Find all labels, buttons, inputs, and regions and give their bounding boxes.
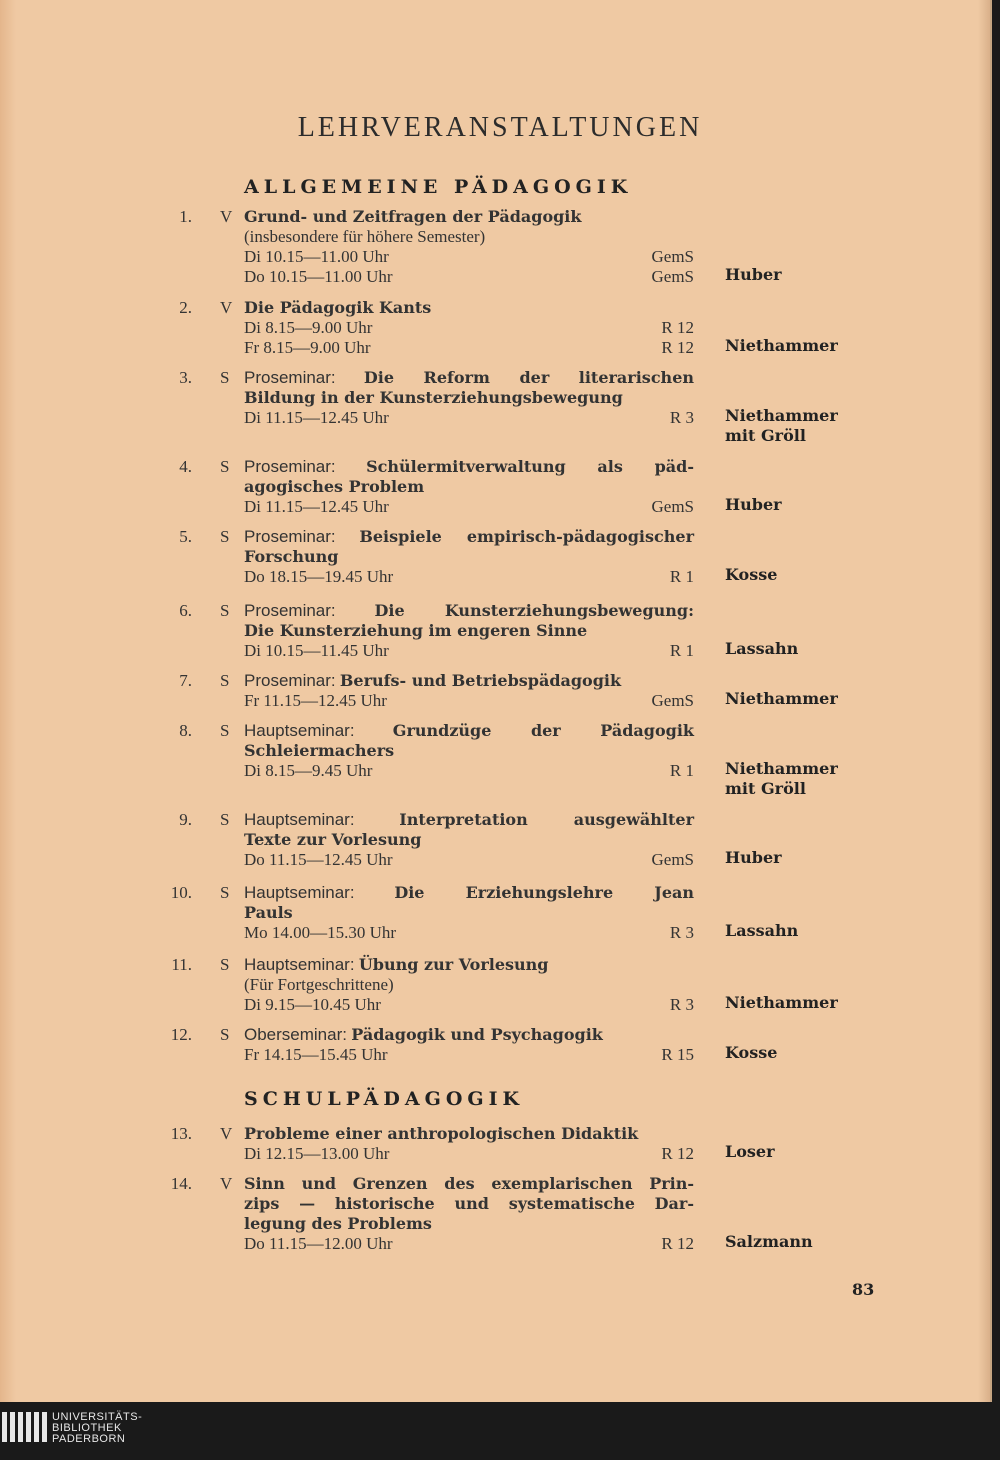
course-type: S — [220, 810, 230, 829]
course-title-line — [244, 547, 694, 567]
course-title-line — [244, 621, 694, 641]
lecturer-name: mit Gröll — [725, 426, 806, 445]
course-kind: Proseminar: — [244, 368, 336, 387]
course-type: V — [220, 207, 233, 226]
course-kind: Proseminar: — [244, 671, 336, 690]
course-body — [244, 955, 694, 1015]
course-schedule — [244, 318, 694, 338]
course-room: GemS — [651, 267, 694, 286]
course-time: Fr 14.15—15.45 Uhr — [244, 1045, 388, 1064]
course-number: 2. — [179, 298, 192, 317]
course-title-text: Grund- und Zeitfragen der Pädagogik — [244, 207, 582, 226]
course-title-text: Forschung — [244, 547, 339, 566]
course-schedule — [244, 995, 694, 1015]
course-lecturer — [725, 1142, 875, 1162]
course-title-text: Probleme einer anthropologischen Didaktik — [244, 1124, 639, 1143]
lecturer-name: Huber — [725, 265, 782, 284]
course-kind: Hauptseminar: — [244, 721, 355, 740]
course-schedule — [244, 850, 694, 870]
course-body — [244, 883, 694, 943]
course-body — [244, 721, 694, 781]
course-number: 7. — [179, 671, 192, 690]
course-body — [244, 368, 694, 428]
course-body — [244, 601, 694, 661]
course-title-text: Die Erziehungslehre Jean — [394, 883, 694, 902]
course-time: Fr 8.15—9.00 Uhr — [244, 338, 371, 357]
lecturer-name: Huber — [725, 495, 782, 514]
lecturer-name: Lassahn — [725, 639, 799, 658]
course-body — [244, 671, 694, 711]
course-title-line — [244, 1194, 694, 1214]
course-title-text: Übung zur Vorlesung — [358, 955, 549, 974]
course-time: Fr 11.15—12.45 Uhr — [244, 691, 387, 710]
course-room: GemS — [651, 247, 694, 266]
course-schedule — [244, 338, 694, 358]
course-lecturer — [725, 265, 875, 285]
course-schedule — [244, 691, 694, 711]
lecturer-name: Niethammer — [725, 406, 838, 425]
course-lecturer — [725, 1232, 875, 1252]
course-body — [244, 298, 694, 358]
course-room: GemS — [651, 691, 694, 710]
lecturer-name: Salzmann — [725, 1232, 813, 1251]
lecturer-name: Niethammer — [725, 993, 838, 1012]
course-schedule — [244, 923, 694, 943]
course-type: S — [220, 721, 230, 740]
course-time: Di 8.15—9.45 Uhr — [244, 761, 373, 780]
course-title-text: Schülermitverwaltung als päd- — [366, 457, 694, 476]
course-body — [244, 810, 694, 870]
course-title-line — [244, 955, 694, 975]
library-logo-text — [52, 1412, 142, 1445]
course-lecturer — [725, 993, 875, 1013]
page-edge-shadow — [978, 0, 990, 1402]
course-schedule — [244, 1045, 694, 1065]
course-title-line — [244, 601, 694, 621]
course-room: R 3 — [669, 923, 694, 942]
course-title-text: legung des Problems — [244, 1214, 432, 1233]
course-room: R 1 — [669, 761, 694, 780]
course-kind: Hauptseminar: — [244, 883, 355, 902]
course-room: R 12 — [661, 1234, 694, 1253]
course-time: Di 11.15—12.45 Uhr — [244, 497, 389, 516]
course-lecturer — [725, 406, 875, 446]
course-time: Di 12.15—13.00 Uhr — [244, 1144, 390, 1163]
course-title-text: Bildung in der Kunsterziehungsbewegung — [244, 388, 623, 407]
course-title-text: Die Reform der literarischen — [363, 368, 694, 387]
lecturer-name: Huber — [725, 848, 782, 867]
course-number: 14. — [170, 1174, 192, 1193]
course-lecturer — [725, 848, 875, 868]
course-number: 12. — [170, 1025, 192, 1044]
course-number: 13. — [170, 1124, 192, 1143]
course-body — [244, 457, 694, 517]
course-body — [244, 1124, 694, 1164]
lecturer-name: Niethammer — [725, 336, 838, 355]
course-body — [244, 1174, 694, 1254]
course-type: V — [220, 1124, 233, 1143]
course-time: Do 11.15—12.45 Uhr — [244, 850, 393, 869]
course-time: Di 9.15—10.45 Uhr — [244, 995, 381, 1014]
course-title-line — [244, 883, 694, 903]
course-time: Do 11.15—12.00 Uhr — [244, 1234, 393, 1253]
course-body — [244, 207, 694, 287]
course-room: R 3 — [669, 408, 694, 427]
lecturer-name: Kosse — [725, 1043, 778, 1062]
course-lecturer — [725, 921, 875, 941]
course-number: 11. — [171, 955, 192, 974]
course-lecturer — [725, 689, 875, 709]
course-title-line — [244, 477, 694, 497]
course-room: R 15 — [661, 1045, 694, 1064]
course-title-line — [244, 810, 694, 830]
course-schedule — [244, 247, 694, 267]
course-title-text: Berufs- und Betriebspädagogik — [339, 671, 622, 690]
course-number: 1. — [179, 207, 192, 226]
course-room: R 3 — [669, 995, 694, 1014]
course-schedule — [244, 761, 694, 781]
course-number: 5. — [179, 527, 192, 546]
course-time: Di 11.15—12.45 Uhr — [244, 408, 389, 427]
course-title-text: Die Kunsterziehungsbewegung: — [374, 601, 694, 620]
course-title-text: Pädagogik und Psychagogik — [351, 1025, 603, 1044]
course-lecturer — [725, 639, 875, 659]
course-note: (Für Fortgeschrittene) — [244, 975, 394, 994]
course-number: 9. — [179, 810, 192, 829]
course-room: R 12 — [661, 318, 694, 337]
course-title-line — [244, 903, 694, 923]
course-time: Di 8.15—9.00 Uhr — [244, 318, 373, 337]
course-room: R 1 — [669, 641, 694, 660]
course-title-line — [244, 671, 694, 691]
page-spine-shadow — [0, 0, 16, 1402]
course-title-text: Die Pädagogik Kants — [244, 298, 432, 317]
course-lecturer — [725, 336, 875, 356]
section-heading-schul: SCHULPÄDAGOGIK — [244, 1088, 524, 1110]
course-kind: Hauptseminar: — [244, 810, 355, 829]
course-type: S — [220, 527, 230, 546]
course-title-text: agogisches Problem — [244, 477, 425, 496]
course-kind: Proseminar: — [244, 457, 336, 476]
course-schedule — [244, 267, 694, 287]
course-number: 4. — [179, 457, 192, 476]
course-number: 6. — [179, 601, 192, 620]
course-title-line — [244, 368, 694, 388]
course-number: 10. — [170, 883, 192, 902]
course-lecturer — [725, 495, 875, 515]
course-number: 8. — [179, 721, 192, 740]
course-title-line — [244, 721, 694, 741]
lecturer-name: mit Gröll — [725, 779, 806, 798]
course-title-text: Texte zur Vorlesung — [244, 830, 422, 849]
course-schedule — [244, 1234, 694, 1254]
course-title-text: Pauls — [244, 903, 293, 922]
course-type: S — [220, 671, 230, 690]
course-type: S — [220, 955, 230, 974]
course-schedule — [244, 567, 694, 587]
course-title-text: Beispiele empirisch-pädagogischer — [359, 527, 694, 546]
course-room: GemS — [651, 850, 694, 869]
course-title-text: zips — historische und systematische Dar- — [244, 1194, 694, 1213]
course-lecturer — [725, 1043, 875, 1063]
course-room: R 1 — [669, 567, 694, 586]
logo-line: PADERBORN — [52, 1433, 126, 1445]
course-title-line — [244, 457, 694, 477]
page-title: LEHRVERANSTALTUNGEN — [297, 112, 703, 143]
course-body — [244, 527, 694, 587]
course-title-line — [244, 1214, 694, 1234]
course-title-text: Schleiermachers — [244, 741, 395, 760]
course-lecturer — [725, 759, 875, 799]
course-kind: Proseminar: — [244, 527, 336, 546]
course-title-text: Interpretation ausgewählter — [399, 810, 694, 829]
course-title-line — [244, 1025, 694, 1045]
course-room: R 12 — [661, 338, 694, 357]
course-time: Do 18.15—19.45 Uhr — [244, 567, 394, 586]
lecturer-name: Niethammer — [725, 689, 838, 708]
course-schedule — [244, 497, 694, 517]
course-schedule — [244, 408, 694, 428]
course-lecturer — [725, 565, 875, 585]
course-title-line — [244, 741, 694, 761]
course-title-line — [244, 1124, 694, 1144]
course-time: Di 10.15—11.00 Uhr — [244, 247, 389, 266]
course-kind: Proseminar: — [244, 601, 336, 620]
course-kind: Oberseminar: — [244, 1025, 347, 1044]
lecturer-name: Loser — [725, 1142, 775, 1161]
library-logo-icon — [2, 1412, 47, 1442]
page-number: 83 — [852, 1280, 875, 1299]
course-time: Mo 14.00—15.30 Uhr — [244, 923, 397, 942]
course-room: R 12 — [661, 1144, 694, 1163]
library-footer — [0, 1402, 1000, 1460]
lecturer-name: Kosse — [725, 565, 778, 584]
course-number: 3. — [179, 368, 192, 387]
logo-line: BIBLIOTHEK — [52, 1422, 122, 1434]
course-type: S — [220, 1025, 230, 1044]
course-title-line — [244, 1174, 694, 1194]
course-type: S — [220, 368, 230, 387]
course-body — [244, 1025, 694, 1065]
section-heading-allgemeine: ALLGEMEINE PÄDAGOGIK — [244, 176, 633, 198]
course-kind: Hauptseminar: — [244, 955, 355, 974]
course-type: V — [220, 1174, 233, 1193]
lecturer-name: Niethammer — [725, 759, 838, 778]
course-note: (insbesondere für höhere Semester) — [244, 227, 486, 246]
course-title-line — [244, 207, 694, 227]
course-time: Di 10.15—11.45 Uhr — [244, 641, 389, 660]
course-type: S — [220, 457, 230, 476]
course-title-text: Die Kunsterziehung im engeren Sinne — [244, 621, 588, 640]
course-type: S — [220, 601, 230, 620]
course-title-line — [244, 298, 694, 318]
course-schedule — [244, 1144, 694, 1164]
course-time: Do 10.15—11.00 Uhr — [244, 267, 393, 286]
course-room: GemS — [651, 497, 694, 516]
course-title-line — [244, 388, 694, 408]
course-schedule — [244, 641, 694, 661]
lecturer-name: Lassahn — [725, 921, 799, 940]
course-title-line — [244, 830, 694, 850]
course-title-text: Sinn und Grenzen des exemplarischen Prin- — [244, 1174, 694, 1193]
course-title-text: Grundzüge der Pädagogik — [392, 721, 695, 740]
course-title-line — [244, 527, 694, 547]
course-type: V — [220, 298, 233, 317]
course-type: S — [220, 883, 230, 902]
logo-line: UNIVERSITÄTS- — [52, 1411, 143, 1423]
